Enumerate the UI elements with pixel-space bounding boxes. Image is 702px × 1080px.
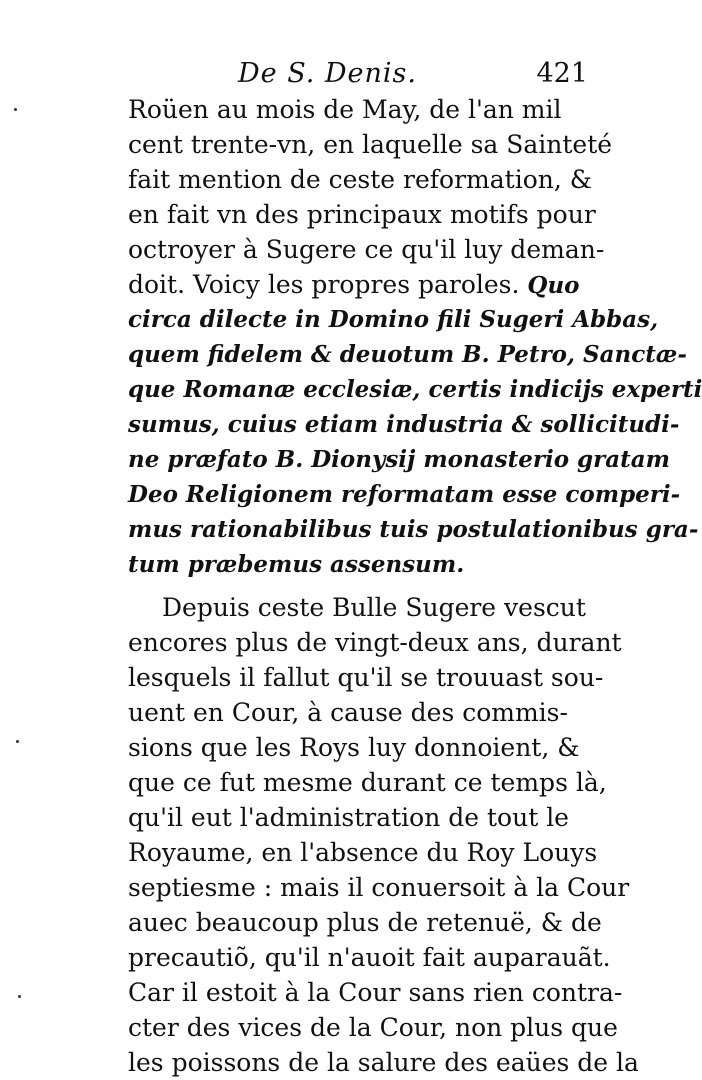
text-line: cent trente-vn, en laquelle sa Sainteté <box>128 130 613 159</box>
running-head: De S. Denis. <box>238 58 417 89</box>
text-line: encores plus de vingt-deux ans, durant <box>128 628 622 657</box>
latin-quote-line: mus rationabilibus tuis postulationibus gra- <box>128 516 699 543</box>
text-line: en fait vn des principaux motifs pour <box>128 200 596 229</box>
page-header <box>128 58 588 94</box>
text-line: sions que les Roys luy donnoient, & <box>128 733 580 762</box>
scan-speck <box>18 995 21 998</box>
text-line: lesquels il fallut qu'il se trouuast sou- <box>128 663 604 692</box>
latin-quote-line: tum præbemus assensum. <box>128 551 465 578</box>
text-line: fait mention de ceste reformation, & <box>128 165 593 194</box>
latin-quote-line: ne præfato B. Dionysij monasterio gratam <box>128 446 671 473</box>
latin-quote-start: Quo <box>527 272 580 299</box>
latin-quote-line: sumus, cuius etiam industria & sollicitudi- <box>128 411 680 438</box>
text-line-mixed <box>128 267 588 302</box>
text-line-french-part: doit. Voicy les propres paroles. <box>128 270 520 299</box>
scan-speck <box>14 108 17 111</box>
text-line: octroyer à Sugere ce qu'il luy deman- <box>128 235 605 264</box>
text-line: cter des vices de la Cour, non plus que <box>128 1013 618 1042</box>
text-line: Roüen au mois de May, de l'an mil <box>128 95 562 124</box>
text-line: que ce fut mesme durant ce temps là, <box>128 768 607 797</box>
latin-quote-line: Deo Religionem reformatam esse comperi- <box>128 481 681 508</box>
text-line: precautiõ, qu'il n'auoit fait auparauãt. <box>128 943 611 972</box>
body-text <box>128 92 702 1080</box>
text-line: uent en Cour, à cause des commis- <box>128 698 568 727</box>
text-line: Royaume, en l'absence du Roy Louys <box>128 838 598 867</box>
scan-speck <box>16 740 19 743</box>
text-line: les poissons de la salure des eaües de la <box>128 1048 639 1077</box>
text-line: auec beaucoup plus de retenuë, & de <box>128 908 602 937</box>
page-number: 421 <box>536 58 588 89</box>
text-line: septiesme : mais il conuersoit à la Cour <box>128 873 630 902</box>
text-line: qu'il eut l'administration de tout le <box>128 803 569 832</box>
paragraph-start-line: Depuis ceste Bulle Sugere vescut <box>162 593 586 622</box>
text-line: Car il estoit à la Cour sans rien contra- <box>128 978 623 1007</box>
latin-quote-line: quem fidelem & deuotum B. Petro, Sanctæ- <box>128 341 687 368</box>
latin-quote-line: circa dilecte in Domino fili Sugeri Abbas, <box>128 306 659 333</box>
latin-quote-line: que Romanæ ecclesiæ, certis indicijs experti <box>128 376 702 403</box>
